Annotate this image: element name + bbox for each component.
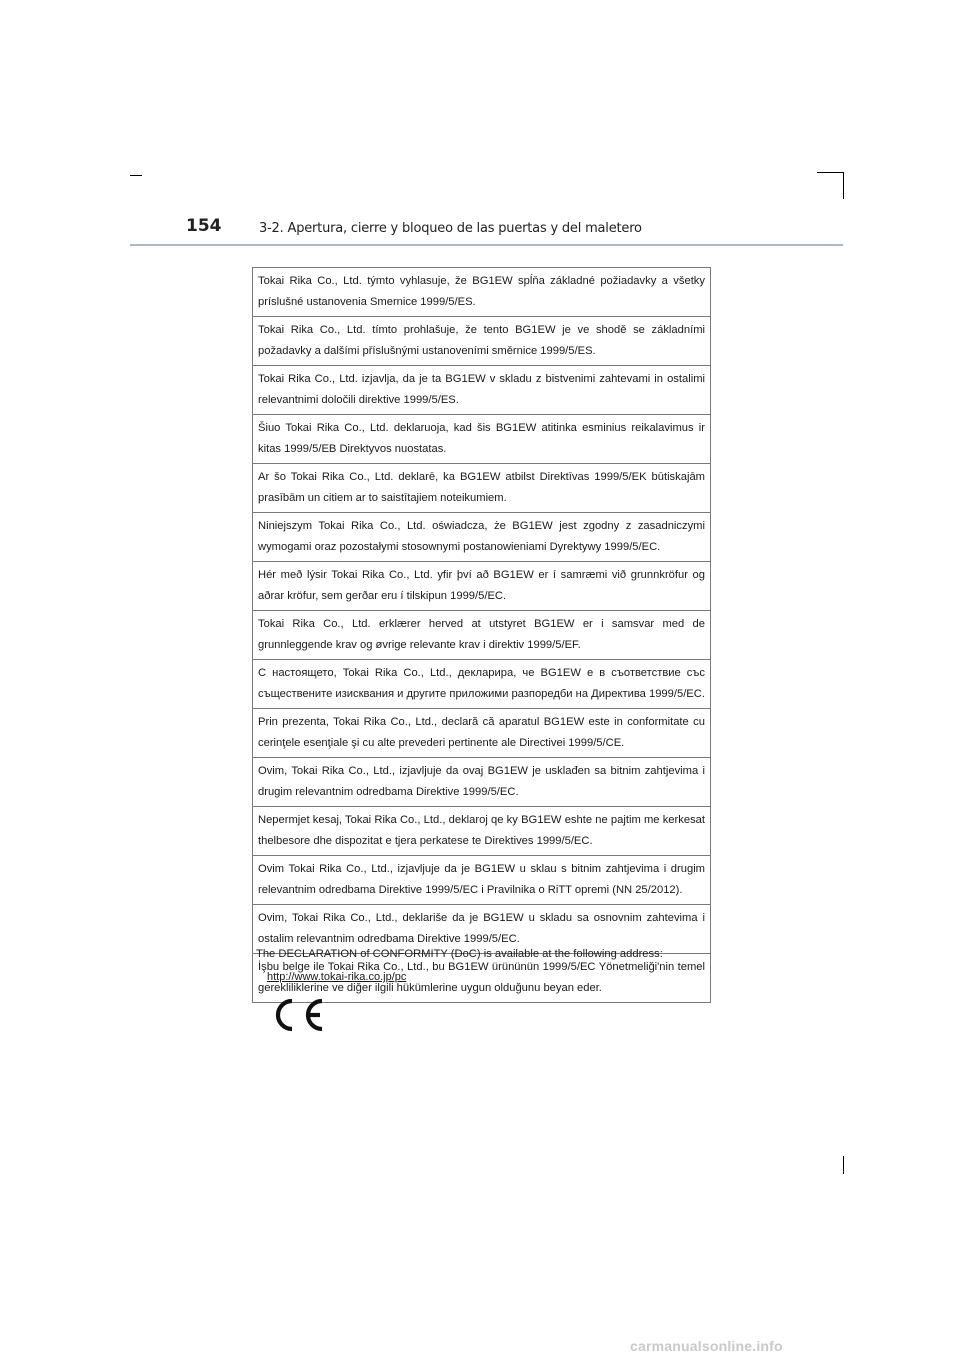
- declaration-row-czech: Tokai Rika Co., Ltd. tímto prohlašuje, že tento BG1EW je ve shodě se základními požadavky a dalšími příslušnými ustanoveními směrnice 1999/5/ES.: [253, 316, 710, 365]
- declaration-row-turkish: İşbu belge ile Tokai Rika Co., Ltd., bu BG1EW ürününün 1999/5/EC Yönetmeliği'nin temel gerekliliklerine ve diğer ilgili hükümlerine uygun olduğunu beyan eder.: [253, 953, 710, 1002]
- crop-mark-bottom-right: [843, 1156, 844, 1174]
- declaration-row-slovak: Tokai Rika Co., Ltd. týmto vyhlasuje, že BG1EW spĺňa základné požiadavky a všetky príslušné ustanovenia Smernice 1999/5/ES.: [258, 275, 705, 308]
- declaration-row-serbian: Ovim, Tokai Rika Co., Ltd., deklariše da je BG1EW u skladu sa osnovnim zahtevima i ostalim relevantnim odredbama Direktive 1999/5/EC.: [253, 904, 710, 953]
- doc-availability-note: The DECLARATION of CONFORMITY (DoC) is available at the following address:: [256, 948, 663, 960]
- crop-mark-top-right-vertical: [843, 172, 844, 199]
- page-number: 154: [186, 216, 222, 236]
- crop-mark-top-left: [130, 175, 142, 176]
- declaration-row-latvian: Ar šo Tokai Rika Co., Ltd. deklarē, ka BG1EW atbilst Direktīvas 1999/5/EK būtiskajām prasībām un citiem ar to saistītajiem noteikumiem.: [253, 463, 710, 512]
- doc-url-link[interactable]: http://www.tokai-rika.co.jp/pc: [267, 971, 407, 983]
- section-title: 3-2. Apertura, cierre y bloqueo de las puertas y del maletero: [259, 221, 642, 236]
- declaration-row-polish: Niniejszym Tokai Rika Co., Ltd. oświadcza, że BG1EW jest zgodny z zasadniczymi wymogami oraz pozostałymi stosownymi postanowieniami Dyrektywy 1999/5/EC.: [253, 512, 710, 561]
- declaration-row-lithuanian: Šiuo Tokai Rika Co., Ltd. deklaruoja, kad šis BG1EW atitinka esminius reikalavimus ir kitas 1999/5/EB Direktyvos nuostatas.: [253, 414, 710, 463]
- declarations-table: [252, 267, 711, 1003]
- declaration-row-croatian: Ovim Tokai Rika Co., Ltd., izjavljuje da je BG1EW u sklau s bitnim zahtjevima i drugim relevantnim odredbama Direktive 1999/5/EC i Pravilnika o RiTT opremi (NN 25/2012).: [253, 855, 710, 904]
- declaration-row-slovenian: Tokai Rika Co., Ltd. izjavlja, da je ta BG1EW v skladu z bistvenimi zahtevami in ostalimi relevantnimi določili direktive 1999/5/ES.: [253, 365, 710, 414]
- declaration-row-icelandic: Hér með lýsir Tokai Rika Co., Ltd. yfir því að BG1EW er í samræmi við grunnkröfur og aðrar kröfur, sem gerðar eru í tilskipun 1999/5/EC.: [253, 561, 710, 610]
- watermark: carmanualsonline.info: [630, 1338, 783, 1354]
- declaration-row-romanian: Prin prezenta, Tokai Rika Co., Ltd., declară că aparatul BG1EW este in conformitate cu cerinţele esenţiale şi cu alte prevederi pertinente ale Directivei 1999/5/CE.: [253, 708, 710, 757]
- declaration-row-bulgarian: С настоящето, Tokai Rika Co., Ltd., декларира, че BG1EW е в съответствие със съществените изисквания и другите приложими разпоредби на Директива 1999/5/EC.: [253, 659, 710, 708]
- declaration-row-bosnian: Ovim, Tokai Rika Co., Ltd., izjavljuje da ovaj BG1EW je usklađen sa bitnim zahtjevima i drugim relevantnim odredbama Direktive 1999/5/EC.: [253, 757, 710, 806]
- declaration-row-norwegian: Tokai Rika Co., Ltd. erklærer herved at utstyret BG1EW er i samsvar med de grunnleggende krav og øvrige relevante krav i direktiv 1999/5/EF.: [253, 610, 710, 659]
- declaration-row-albanian: Nepermjet kesaj, Tokai Rika Co., Ltd., deklaroj qe ky BG1EW eshte ne pajtim me kerkesat thelbesore dhe dispozitat e tjera perkatese te Direktives 1999/5/EC.: [253, 806, 710, 855]
- ce-mark-icon: [268, 995, 330, 1035]
- crop-mark-top-right: [817, 172, 844, 173]
- header-rule: [130, 244, 843, 246]
